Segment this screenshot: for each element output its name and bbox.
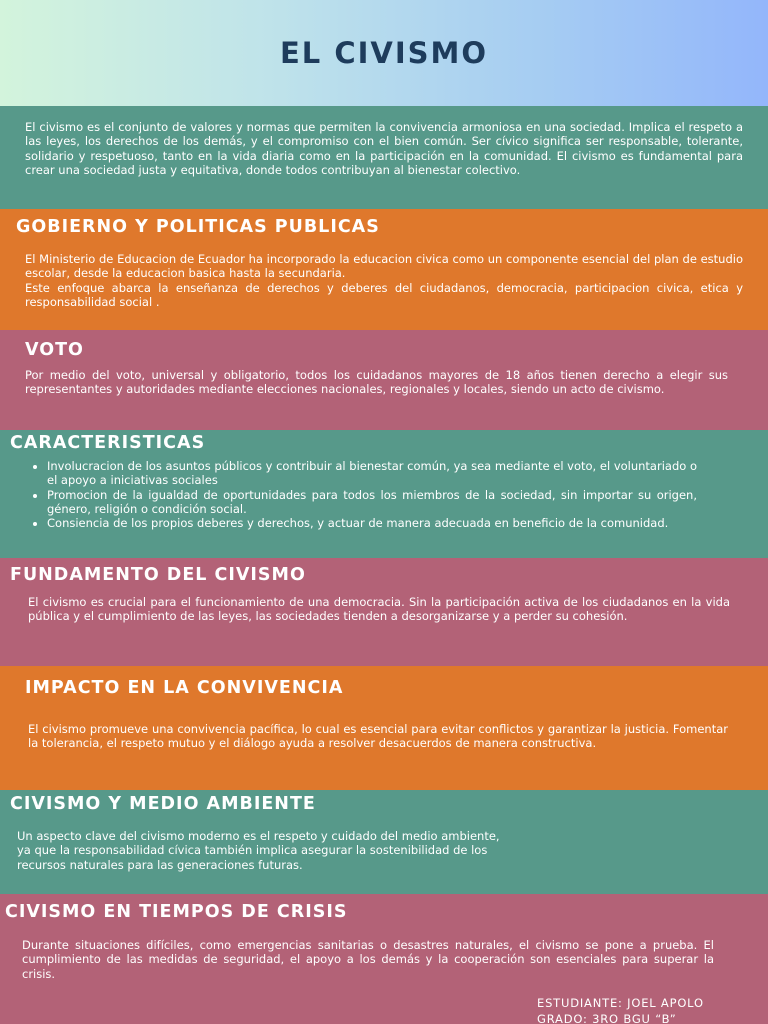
header-banner <box>0 0 768 106</box>
section-fundamento <box>0 558 768 666</box>
section-heading: CARACTERISTICAS <box>10 433 206 453</box>
section-heading: IMPACTO EN LA CONVIVENCIA <box>25 678 344 698</box>
section-crisis <box>0 894 768 1024</box>
section-text: Por medio del voto, universal y obligatorio, todos los cuidadanos mayores de 18 años tienen derecho a elegir sus representantes y autoridades mediante elecciones nacionales, regionales y locales, siendo un acto de civismo. <box>25 368 728 397</box>
section-text: El civismo promueve una convivencia pacífica, lo cual es esencial para evitar conflictos y garantizar la justicia. Fomentar la tolerancia, el respeto mutuo y el diálogo ayuda a resolver desacuerdos de manera constructiva. <box>28 722 728 751</box>
list-item: • Consiencia de los propios deberes y derechos, y actuar de manera adecuada en beneficio de la comunidad. <box>47 516 697 530</box>
section-medio-ambiente <box>0 790 768 894</box>
student-grade: GRADO: 3RO BGU “B” <box>537 1012 677 1024</box>
section-heading: FUNDAMENTO DEL CIVISMO <box>10 565 306 585</box>
section-text: Durante situaciones difíciles, como emergencias sanitarias o desastres naturales, el civismo se pone a prueba. El cumplimiento de las medidas de seguridad, el apoyo a los demás y la cooperación son esenciales para superar la crisis. <box>22 938 714 981</box>
section-heading: VOTO <box>25 340 84 360</box>
section-text <box>17 829 757 872</box>
page-title: EL CIVISMO <box>279 36 489 70</box>
list-item: • Involucracion de los asuntos públicos y contribuir al bienestar común, ya sea mediante el voto, el voluntariado o el apoyo a iniciativas sociales <box>47 459 697 488</box>
section-heading: CIVISMO Y MEDIO AMBIENTE <box>10 794 316 814</box>
text-line: ya que la responsabilidad cívica también implica asegurar la sostenibilidad de los <box>17 843 488 858</box>
text-line: Un aspecto clave del civismo moderno es el respeto y cuidado del medio ambiente, <box>17 829 500 843</box>
characteristics-list <box>25 459 697 530</box>
section-impacto <box>0 666 768 790</box>
student-name: ESTUDIANTE: JOEL APOLO <box>537 996 704 1010</box>
section-text <box>25 252 743 309</box>
section-gobierno <box>0 209 768 330</box>
intro-section <box>0 106 768 209</box>
section-voto <box>0 330 768 430</box>
section-heading: CIVISMO EN TIEMPOS DE CRISIS <box>5 902 348 922</box>
paragraph: Este enfoque abarca la enseñanza de derechos y deberes del ciudadanos, democracia, participacion civica, etica y responsabilidad social . <box>25 280 743 309</box>
section-caracteristicas <box>0 430 768 558</box>
intro-text: El civismo es el conjunto de valores y normas que permiten la convivencia armoniosa en una sociedad. Implica el respeto a las leyes, los derechos de los demás, y el compromiso con el bien común. Ser cívico significa ser responsable, tolerante, solidario y respetuoso, tanto en la vida diaria como en la participación en la comunidad. El civismo es fundamental para crear una sociedad justa y equitativa, donde todos contribuyan al bienestar colectivo. <box>25 120 743 177</box>
list-item: • Promocion de la igualdad de oportunidades para todos los miembros de la sociedad, sin importar su origen, género, religión o condición social. <box>47 488 697 517</box>
section-text: El civismo es crucial para el funcionamiento de una democracia. Sin la participación activa de los ciudadanos en la vida pública y el cumplimiento de las leyes, las sociedades tienden a desorganizarse y a perder su cohesión. <box>28 595 730 624</box>
paragraph: El Ministerio de Educacion de Ecuador ha incorporado la educacion civica como un componente esencial del plan de estudio escolar, desde la educacion basica hasta la secundaria. <box>25 252 743 281</box>
text-line: recursos naturales para las generaciones futuras. <box>17 857 303 872</box>
section-heading: GOBIERNO Y POLITICAS PUBLICAS <box>16 217 380 237</box>
